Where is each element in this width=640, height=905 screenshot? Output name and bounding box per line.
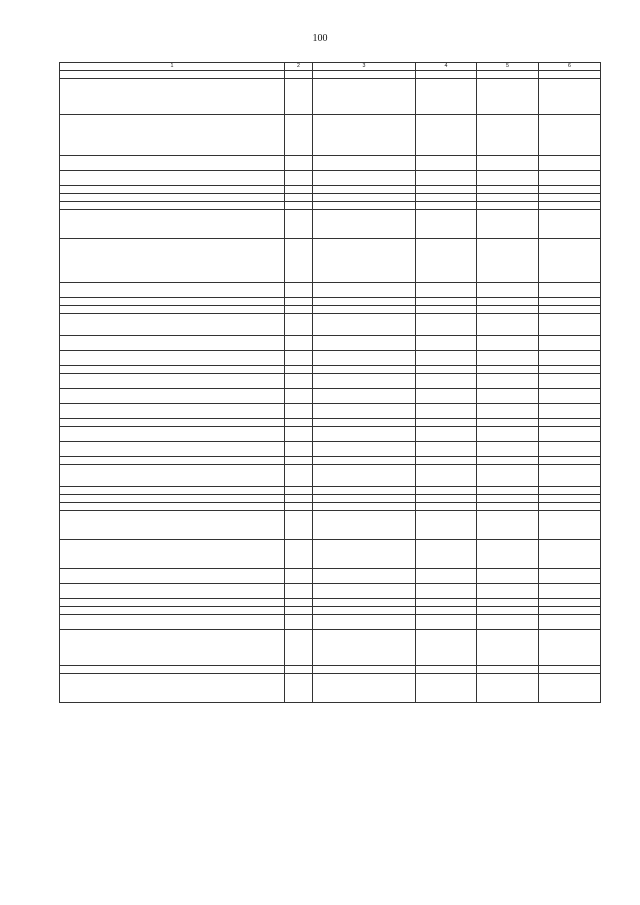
table-row: [60, 374, 601, 389]
amount-column-6: [539, 442, 601, 457]
amount-column-5: [477, 511, 539, 540]
amount-column-4: [416, 666, 477, 674]
table-row: [60, 404, 601, 419]
budget-item-name: [60, 615, 285, 630]
classification-code: [313, 442, 416, 457]
ministry-code: [285, 171, 313, 186]
amount-column-6: [539, 487, 601, 495]
column-header: 1: [60, 63, 285, 71]
budget-item-name: [60, 71, 285, 79]
amount-column-4: [416, 389, 477, 404]
amount-column-5: [477, 71, 539, 79]
ministry-code: [285, 210, 313, 239]
ministry-code: [285, 666, 313, 674]
classification-code: [313, 427, 416, 442]
amount-column-6: [539, 389, 601, 404]
amount-column-5: [477, 79, 539, 115]
amount-column-5: [477, 674, 539, 703]
table-row: [60, 366, 601, 374]
ministry-code: [285, 674, 313, 703]
ministry-code: [285, 115, 313, 156]
ministry-code: [285, 487, 313, 495]
table-row: [60, 156, 601, 171]
classification-code: [313, 607, 416, 615]
classification-code: [313, 115, 416, 156]
amount-column-6: [539, 404, 601, 419]
budget-item-name: [60, 115, 285, 156]
budget-item-name: [60, 336, 285, 351]
amount-column-4: [416, 615, 477, 630]
amount-column-6: [539, 71, 601, 79]
amount-column-4: [416, 495, 477, 503]
budget-item-name: [60, 674, 285, 703]
table-row: [60, 298, 601, 306]
classification-code: [313, 630, 416, 666]
amount-column-4: [416, 306, 477, 314]
amount-column-6: [539, 615, 601, 630]
amount-column-5: [477, 210, 539, 239]
budget-item-name: [60, 283, 285, 298]
ministry-code: [285, 465, 313, 487]
classification-code: [313, 336, 416, 351]
amount-column-4: [416, 186, 477, 194]
amount-column-5: [477, 599, 539, 607]
table-row: [60, 465, 601, 487]
amount-column-6: [539, 171, 601, 186]
budget-table: [59, 62, 601, 703]
amount-column-5: [477, 427, 539, 442]
amount-column-6: [539, 298, 601, 306]
amount-column-6: [539, 666, 601, 674]
classification-code: [313, 487, 416, 495]
amount-column-6: [539, 156, 601, 171]
amount-column-4: [416, 239, 477, 283]
amount-column-4: [416, 210, 477, 239]
budget-item-name: [60, 79, 285, 115]
amount-column-5: [477, 465, 539, 487]
table-header-row: [60, 63, 601, 71]
amount-column-5: [477, 495, 539, 503]
ministry-code: [285, 71, 313, 79]
amount-column-6: [539, 599, 601, 607]
budget-item-name: [60, 156, 285, 171]
ministry-code: [285, 186, 313, 194]
amount-column-6: [539, 427, 601, 442]
amount-column-4: [416, 442, 477, 457]
ministry-code: [285, 540, 313, 569]
page-number: 100: [312, 33, 328, 44]
amount-column-4: [416, 79, 477, 115]
ministry-code: [285, 503, 313, 511]
amount-column-5: [477, 171, 539, 186]
budget-item-name: [60, 487, 285, 495]
table-row: [60, 115, 601, 156]
table-row: [60, 569, 601, 584]
ministry-code: [285, 457, 313, 465]
budget-item-name: [60, 666, 285, 674]
amount-column-6: [539, 607, 601, 615]
classification-code: [313, 540, 416, 569]
amount-column-5: [477, 584, 539, 599]
classification-code: [313, 457, 416, 465]
amount-column-6: [539, 630, 601, 666]
classification-code: [313, 374, 416, 389]
ministry-code: [285, 584, 313, 599]
amount-column-4: [416, 202, 477, 210]
amount-column-4: [416, 298, 477, 306]
ministry-code: [285, 511, 313, 540]
classification-code: [313, 511, 416, 540]
table-row: [60, 419, 601, 427]
amount-column-5: [477, 366, 539, 374]
table-row: [60, 674, 601, 703]
table-row: [60, 79, 601, 115]
table-row: [60, 314, 601, 336]
budget-item-name: [60, 569, 285, 584]
classification-code: [313, 171, 416, 186]
ministry-code: [285, 374, 313, 389]
amount-column-5: [477, 156, 539, 171]
ministry-code: [285, 569, 313, 584]
table-row: [60, 336, 601, 351]
budget-item-name: [60, 630, 285, 666]
amount-column-6: [539, 283, 601, 298]
ministry-code: [285, 314, 313, 336]
budget-item-name: [60, 194, 285, 202]
amount-column-5: [477, 314, 539, 336]
amount-column-4: [416, 503, 477, 511]
classification-code: [313, 194, 416, 202]
table-row: [60, 615, 601, 630]
classification-code: [313, 503, 416, 511]
amount-column-5: [477, 442, 539, 457]
amount-column-4: [416, 115, 477, 156]
amount-column-4: [416, 171, 477, 186]
amount-column-6: [539, 503, 601, 511]
table-row: [60, 283, 601, 298]
ministry-code: [285, 239, 313, 283]
amount-column-6: [539, 569, 601, 584]
ministry-code: [285, 366, 313, 374]
ministry-code: [285, 202, 313, 210]
classification-code: [313, 239, 416, 283]
table-row: [60, 239, 601, 283]
table-row: [60, 511, 601, 540]
amount-column-5: [477, 115, 539, 156]
budget-item-name: [60, 584, 285, 599]
amount-column-5: [477, 540, 539, 569]
ministry-code: [285, 495, 313, 503]
amount-column-4: [416, 569, 477, 584]
amount-column-6: [539, 366, 601, 374]
amount-column-5: [477, 607, 539, 615]
column-header: 3: [313, 63, 416, 71]
classification-code: [313, 615, 416, 630]
amount-column-5: [477, 186, 539, 194]
amount-column-6: [539, 584, 601, 599]
amount-column-4: [416, 156, 477, 171]
classification-code: [313, 569, 416, 584]
table-row: [60, 427, 601, 442]
amount-column-5: [477, 630, 539, 666]
classification-code: [313, 666, 416, 674]
classification-code: [313, 202, 416, 210]
budget-item-name: [60, 351, 285, 366]
classification-code: [313, 314, 416, 336]
amount-column-5: [477, 615, 539, 630]
amount-column-6: [539, 351, 601, 366]
table-row: [60, 495, 601, 503]
amount-column-6: [539, 202, 601, 210]
amount-column-4: [416, 511, 477, 540]
amount-column-4: [416, 351, 477, 366]
ministry-code: [285, 630, 313, 666]
amount-column-6: [539, 457, 601, 465]
budget-item-name: [60, 202, 285, 210]
amount-column-4: [416, 419, 477, 427]
amount-column-5: [477, 298, 539, 306]
amount-column-6: [539, 674, 601, 703]
amount-column-5: [477, 336, 539, 351]
amount-column-6: [539, 419, 601, 427]
budget-item-name: [60, 186, 285, 194]
amount-column-6: [539, 306, 601, 314]
budget-item-name: [60, 465, 285, 487]
amount-column-4: [416, 465, 477, 487]
amount-column-4: [416, 540, 477, 569]
table-row: [60, 666, 601, 674]
amount-column-4: [416, 374, 477, 389]
amount-column-4: [416, 336, 477, 351]
amount-column-4: [416, 427, 477, 442]
classification-code: [313, 79, 416, 115]
budget-item-name: [60, 607, 285, 615]
budget-item-name: [60, 314, 285, 336]
amount-column-4: [416, 71, 477, 79]
amount-column-6: [539, 186, 601, 194]
amount-column-6: [539, 314, 601, 336]
amount-column-4: [416, 674, 477, 703]
ministry-code: [285, 599, 313, 607]
classification-code: [313, 283, 416, 298]
table-row: [60, 389, 601, 404]
amount-column-5: [477, 194, 539, 202]
column-header: 4: [416, 63, 477, 71]
amount-column-4: [416, 487, 477, 495]
amount-column-4: [416, 630, 477, 666]
ministry-code: [285, 156, 313, 171]
table-row: [60, 210, 601, 239]
amount-column-6: [539, 194, 601, 202]
ministry-code: [285, 306, 313, 314]
amount-column-5: [477, 457, 539, 465]
column-header: 6: [539, 63, 601, 71]
classification-code: [313, 298, 416, 306]
amount-column-5: [477, 487, 539, 495]
amount-column-4: [416, 283, 477, 298]
budget-item-name: [60, 389, 285, 404]
amount-column-5: [477, 306, 539, 314]
budget-table-body: [60, 63, 601, 703]
table-row: [60, 186, 601, 194]
table-row: [60, 607, 601, 615]
ministry-code: [285, 389, 313, 404]
table-row: [60, 540, 601, 569]
ministry-code: [285, 404, 313, 419]
ministry-code: [285, 351, 313, 366]
budget-item-name: [60, 366, 285, 374]
amount-column-5: [477, 351, 539, 366]
amount-column-4: [416, 457, 477, 465]
amount-column-6: [539, 336, 601, 351]
classification-code: [313, 186, 416, 194]
table-row: [60, 630, 601, 666]
classification-code: [313, 584, 416, 599]
amount-column-6: [539, 115, 601, 156]
classification-code: [313, 351, 416, 366]
amount-column-4: [416, 194, 477, 202]
budget-item-name: [60, 298, 285, 306]
amount-column-6: [539, 511, 601, 540]
ministry-code: [285, 419, 313, 427]
table-row: [60, 599, 601, 607]
classification-code: [313, 366, 416, 374]
column-header: 2: [285, 63, 313, 71]
budget-item-name: [60, 210, 285, 239]
budget-item-name: [60, 239, 285, 283]
table-row: [60, 584, 601, 599]
table-row: [60, 71, 601, 79]
budget-item-name: [60, 511, 285, 540]
amount-column-4: [416, 607, 477, 615]
ministry-code: [285, 283, 313, 298]
table-row: [60, 487, 601, 495]
ministry-code: [285, 336, 313, 351]
table-row: [60, 306, 601, 314]
table-row: [60, 503, 601, 511]
ministry-code: [285, 427, 313, 442]
table-row: [60, 351, 601, 366]
column-header: 5: [477, 63, 539, 71]
budget-item-name: [60, 404, 285, 419]
classification-code: [313, 599, 416, 607]
budget-item-name: [60, 427, 285, 442]
amount-column-5: [477, 419, 539, 427]
amount-column-6: [539, 239, 601, 283]
budget-item-name: [60, 419, 285, 427]
amount-column-4: [416, 314, 477, 336]
budget-item-name: [60, 495, 285, 503]
ministry-code: [285, 79, 313, 115]
classification-code: [313, 71, 416, 79]
classification-code: [313, 495, 416, 503]
amount-column-5: [477, 374, 539, 389]
budget-item-name: [60, 503, 285, 511]
table-row: [60, 202, 601, 210]
amount-column-5: [477, 239, 539, 283]
ministry-code: [285, 607, 313, 615]
amount-column-6: [539, 495, 601, 503]
amount-column-5: [477, 569, 539, 584]
amount-column-6: [539, 374, 601, 389]
amount-column-4: [416, 599, 477, 607]
amount-column-4: [416, 404, 477, 419]
amount-column-5: [477, 389, 539, 404]
table-row: [60, 171, 601, 186]
amount-column-5: [477, 202, 539, 210]
amount-column-6: [539, 465, 601, 487]
budget-item-name: [60, 599, 285, 607]
budget-item-name: [60, 442, 285, 457]
amount-column-5: [477, 666, 539, 674]
classification-code: [313, 404, 416, 419]
classification-code: [313, 674, 416, 703]
amount-column-5: [477, 503, 539, 511]
classification-code: [313, 210, 416, 239]
amount-column-6: [539, 79, 601, 115]
amount-column-4: [416, 366, 477, 374]
ministry-code: [285, 442, 313, 457]
amount-column-5: [477, 404, 539, 419]
table-row: [60, 194, 601, 202]
budget-item-name: [60, 171, 285, 186]
amount-column-6: [539, 210, 601, 239]
amount-column-5: [477, 283, 539, 298]
amount-column-6: [539, 540, 601, 569]
ministry-code: [285, 194, 313, 202]
ministry-code: [285, 615, 313, 630]
table-row: [60, 457, 601, 465]
classification-code: [313, 419, 416, 427]
classification-code: [313, 389, 416, 404]
ministry-code: [285, 298, 313, 306]
classification-code: [313, 306, 416, 314]
classification-code: [313, 156, 416, 171]
budget-item-name: [60, 457, 285, 465]
budget-item-name: [60, 540, 285, 569]
classification-code: [313, 465, 416, 487]
budget-item-name: [60, 306, 285, 314]
amount-column-4: [416, 584, 477, 599]
table-row: [60, 442, 601, 457]
budget-item-name: [60, 374, 285, 389]
